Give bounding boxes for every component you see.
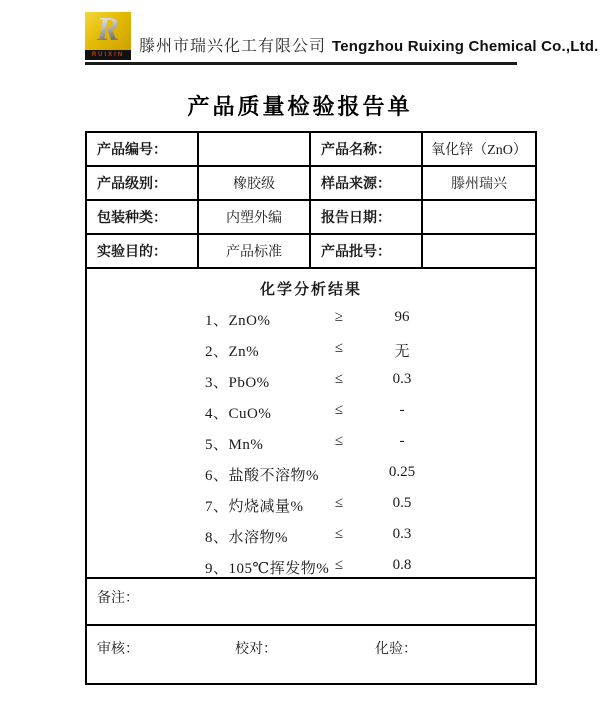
analysis-item-relation: ≤ — [334, 526, 344, 542]
analysis-item — [87, 396, 535, 427]
analysis-item-relation: ≤ — [334, 433, 344, 449]
analysis-item — [87, 303, 535, 334]
analysis-section-title: 化学分析结果 — [259, 281, 362, 298]
field-value-report-date — [423, 201, 535, 233]
analysis-item — [87, 551, 535, 582]
field-label-report-date: 报告日期： — [311, 201, 423, 233]
analysis-item-value: 96 — [394, 309, 410, 325]
field-value-product-no — [199, 133, 311, 165]
signoff-assay-label: 化验： — [375, 642, 417, 657]
analysis-item — [87, 520, 535, 551]
logo-brand-text: RUIXIN — [91, 52, 125, 58]
field-value-sample-source: 滕州瑞兴 — [451, 177, 507, 192]
analysis-item — [87, 458, 535, 489]
field-label-sample-source: 样品来源： — [311, 167, 423, 199]
signoff-proofread-label: 校对： — [235, 642, 277, 657]
signoff-row — [87, 626, 535, 683]
analysis-item-name: 8、水溶物% — [205, 530, 288, 546]
company-name-english: Tengzhou Ruixing Chemical Co.,Ltd. — [332, 38, 599, 55]
field-label-package-type: 包装种类： — [87, 201, 199, 233]
table-row — [87, 235, 535, 269]
field-label-product-name: 产品名称： — [311, 133, 423, 165]
analysis-item-value: - — [399, 433, 405, 449]
field-value-batch-no — [423, 235, 535, 267]
logo-brand-bar — [85, 50, 131, 60]
analysis-item-value: 0.5 — [392, 495, 412, 511]
signoff-review-label: 审核： — [97, 642, 139, 657]
analysis-item-name: 4、CuO% — [205, 406, 272, 422]
table-row — [87, 201, 535, 235]
logo-r-letter: R — [96, 11, 120, 48]
analysis-item-relation: ≤ — [334, 495, 344, 511]
analysis-item-relation: ≥ — [334, 309, 344, 325]
field-value-test-purpose: 产品标准 — [199, 235, 311, 267]
analysis-item-relation: ≤ — [334, 340, 344, 356]
header-divider-line — [85, 62, 517, 65]
analysis-item — [87, 365, 535, 396]
field-label-batch-no: 产品批号： — [311, 235, 423, 267]
analysis-item-value: 0.3 — [392, 371, 412, 387]
analysis-item-value: 无 — [394, 344, 410, 360]
field-label-product-no: 产品编号： — [87, 133, 199, 165]
analysis-item-value: 0.3 — [392, 526, 412, 542]
analysis-item-value: 0.8 — [392, 557, 412, 573]
analysis-item-relation: ≤ — [334, 402, 344, 418]
analysis-item-relation: ≤ — [334, 557, 344, 573]
analysis-item — [87, 427, 535, 458]
remarks-label: 备注： — [97, 591, 139, 606]
analysis-item-name: 1、ZnO% — [205, 313, 271, 329]
analysis-item-value: - — [399, 402, 405, 418]
field-label-product-grade: 产品级别： — [87, 167, 199, 199]
analysis-item-name: 3、PbO% — [205, 375, 270, 391]
company-name-chinese: 滕州市瑞兴化工有限公司 — [139, 38, 327, 55]
analysis-item-name: 5、Mn% — [205, 437, 264, 453]
company-logo — [85, 12, 131, 60]
analysis-item-relation: ≤ — [334, 371, 344, 387]
analysis-item-name: 9、105℃挥发物% — [205, 561, 330, 577]
analysis-item-name: 2、Zn% — [205, 344, 260, 360]
analysis-item — [87, 489, 535, 520]
analysis-item-name: 6、盐酸不溶物% — [205, 468, 319, 484]
remarks-row — [87, 579, 535, 626]
analysis-item-value: 0.25 — [388, 464, 416, 480]
table-row — [87, 167, 535, 201]
analysis-item-name: 7、灼烧减量% — [205, 499, 304, 515]
document-title: 产品质量检验报告单 — [187, 94, 413, 119]
field-value-package-type: 内塑外编 — [199, 201, 311, 233]
field-value-product-grade: 橡胶级 — [199, 167, 311, 199]
field-label-test-purpose: 实验目的： — [87, 235, 199, 267]
field-value-product-name: 氧化锌（ZnO） — [431, 143, 527, 158]
report-table — [85, 131, 537, 685]
chemical-analysis-section — [87, 269, 535, 579]
table-row — [87, 133, 535, 167]
company-header — [85, 11, 599, 60]
analysis-item — [87, 334, 535, 365]
